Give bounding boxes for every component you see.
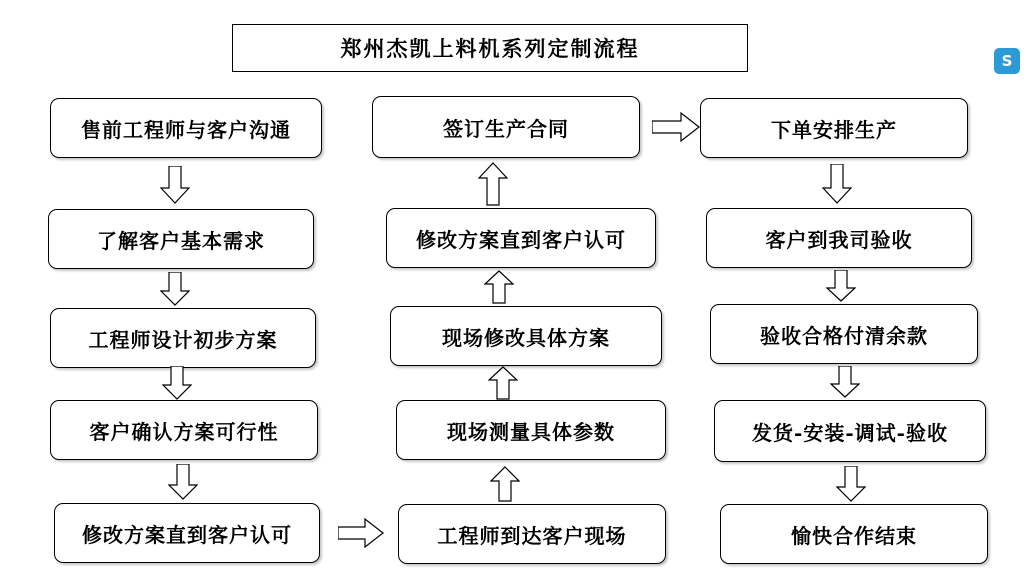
flow-node-label: 签订生产合同 — [443, 116, 569, 141]
flow-node-label: 修改方案直到客户认可 — [82, 522, 292, 547]
flow-node-label: 下单安排生产 — [771, 117, 897, 142]
flow-node-place-order-production — [700, 98, 968, 158]
arrow-down-icon — [162, 366, 192, 400]
flow-node-revise-until-approved-2 — [386, 208, 656, 268]
flow-node-label: 工程师到达客户现场 — [437, 523, 627, 548]
flow-node-label: 客户到我司验收 — [765, 227, 913, 252]
flow-node-preliminary-design — [50, 308, 316, 368]
arrow-down-icon — [830, 366, 860, 398]
flow-node-label: 现场测量具体参数 — [447, 419, 615, 444]
arrow-right-icon — [652, 112, 700, 142]
flow-node-label: 现场修改具体方案 — [442, 325, 610, 350]
page-title: 郑州杰凯上料机系列定制流程 — [340, 36, 640, 61]
flow-node-label: 了解客户基本需求 — [97, 228, 265, 253]
arrow-down-icon — [168, 464, 198, 500]
flow-node-pay-balance — [710, 304, 978, 364]
flow-node-pre-sales-communication — [50, 98, 322, 158]
flow-node-sign-contract — [372, 96, 640, 158]
flow-node-revise-until-approved-1 — [54, 503, 320, 563]
flow-node-label: 客户确认方案可行性 — [89, 419, 279, 444]
flow-node-label: 售前工程师与客户沟通 — [81, 117, 291, 142]
arrow-up-icon — [488, 366, 518, 400]
arrow-up-icon — [478, 162, 508, 206]
arrow-up-icon — [484, 270, 514, 304]
flow-node-ship-install-debug-accept — [714, 400, 986, 462]
flow-node-label: 发货-安装-调试-验收 — [752, 420, 948, 445]
flow-node-customer-inspection — [706, 208, 972, 268]
flow-node-label: 验收合格付清余款 — [760, 323, 928, 348]
flow-node-cooperation-complete — [720, 504, 988, 564]
arrow-down-icon — [160, 166, 190, 204]
sogou-logo-icon[interactable] — [994, 48, 1020, 74]
arrow-down-icon — [822, 164, 852, 204]
flow-node-label: 修改方案直到客户认可 — [416, 227, 626, 252]
logo-glyph: S — [1001, 51, 1013, 70]
flow-node-onsite-measure-parameters — [396, 400, 666, 460]
arrow-right-icon — [338, 518, 384, 548]
flow-node-label: 愉快合作结束 — [791, 523, 917, 548]
arrow-down-icon — [836, 466, 866, 502]
arrow-down-icon — [826, 270, 856, 302]
arrow-down-icon — [160, 272, 190, 306]
arrow-up-icon — [490, 466, 520, 502]
flow-node-customer-confirm-feasibility — [50, 400, 318, 460]
chart-title-box — [232, 24, 748, 72]
flow-node-engineer-arrives-onsite — [398, 504, 666, 564]
flow-node-understand-requirements — [48, 209, 314, 269]
flow-node-label: 工程师设计初步方案 — [88, 327, 278, 352]
flow-node-onsite-revise-plan — [390, 306, 662, 366]
